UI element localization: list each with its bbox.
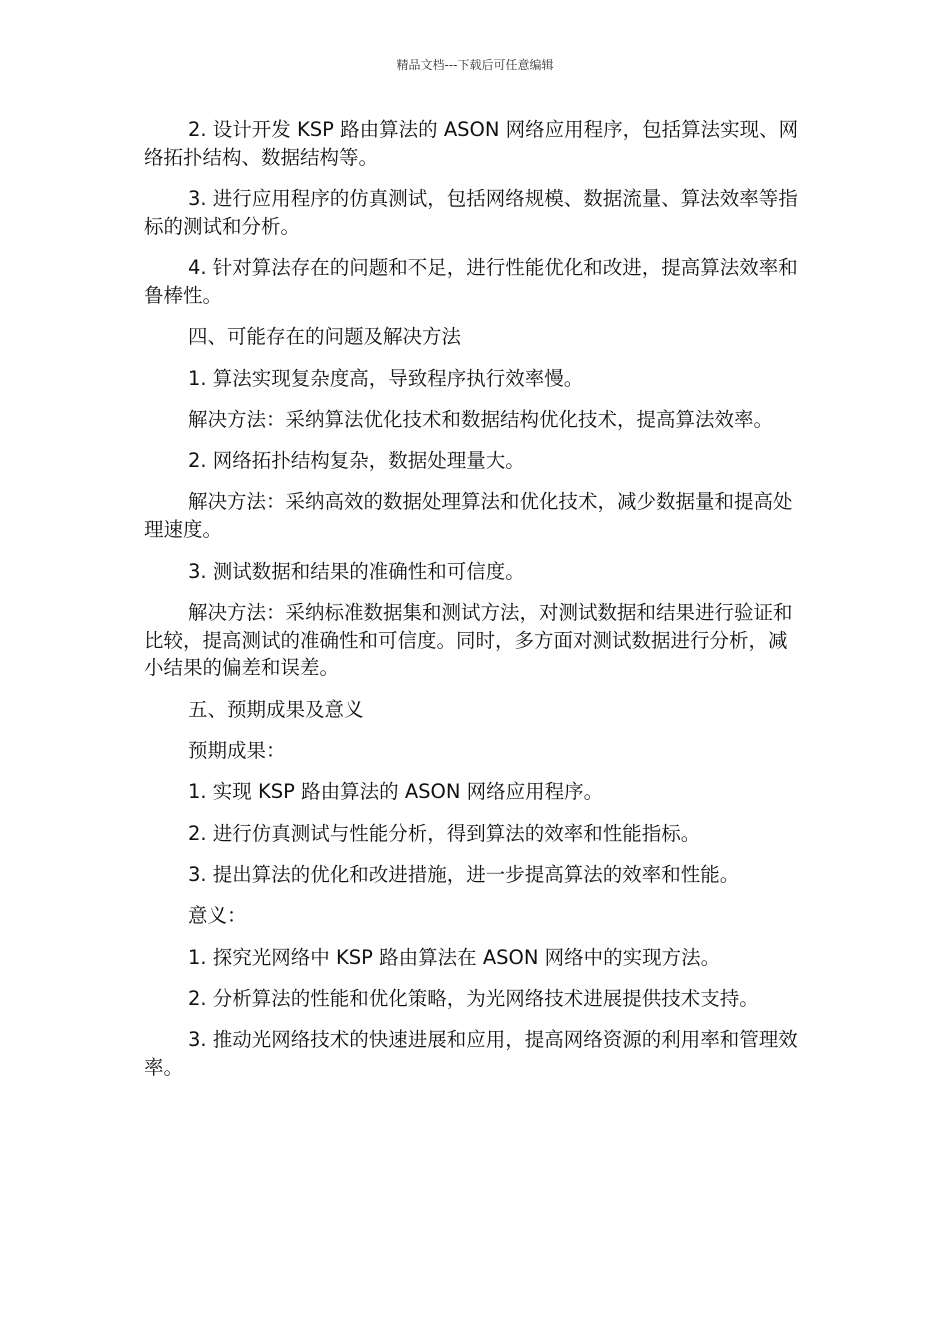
paragraph-optimization: 4. 针对算法存在的问题和不足，进行性能优化和改进，提高算法效率和鲁棒性。 [144, 256, 798, 307]
document-body [144, 116, 806, 1095]
problem-3: 3. 测试数据和结果的准确性和可信度。 [188, 559, 525, 583]
solution-3: 解决方法：采纳标准数据集和测试方法，对测试数据和结果进行验证和比较，提高测试的准确性和可信度。同时，多方面对测试数据进行分析，减小结果的偏差和误差。 [144, 600, 793, 680]
expected-outcomes-label: 预期成果： [188, 739, 286, 763]
paragraph-simulation-test: 3. 进行应用程序的仿真测试，包括网络规模、数据流量、算法效率等指标的测试和分析。 [144, 187, 798, 238]
paragraph-design-app: 2. 设计开发 KSP 路由算法的 ASON 网络应用程序，包括算法实现、网络拓扑结构、数据结构等。 [144, 118, 799, 169]
section-heading-outcomes: 五、预期成果及意义 [188, 697, 364, 721]
problem-1: 1. 算法实现复杂度高，导致程序执行效率慢。 [188, 366, 584, 390]
section-heading-problems: 四、可能存在的问题及解决方法 [188, 325, 462, 349]
page-header: 精品文档---下载后可任意编辑 [396, 58, 554, 72]
solution-1: 解决方法：采纳算法优化技术和数据结构优化技术，提高算法效率。 [188, 407, 774, 431]
solution-2: 解决方法：采纳高效的数据处理算法和优化技术，减少数据量和提高处理速度。 [144, 490, 793, 542]
significance-2: 2. 分析算法的性能和优化策略，为光网络技术进展提供技术支持。 [188, 986, 759, 1010]
outcome-2: 2. 进行仿真测试与性能分析，得到算法的效率和性能指标。 [188, 821, 701, 845]
significance-1: 1. 探究光网络中 KSP 路由算法在 ASON 网络中的实现方法。 [188, 945, 721, 969]
significance-3: 3. 推动光网络技术的快速进展和应用，提高网络资源的利用率和管理效率。 [144, 1028, 798, 1079]
significance-label: 意义： [188, 904, 247, 928]
outcome-1: 1. 实现 KSP 路由算法的 ASON 网络应用程序。 [188, 780, 604, 804]
outcome-3: 3. 提出算法的优化和改进措施，进一步提高算法的效率和性能。 [188, 862, 740, 886]
problem-2: 2. 网络拓扑结构复杂，数据处理量大。 [188, 449, 525, 473]
